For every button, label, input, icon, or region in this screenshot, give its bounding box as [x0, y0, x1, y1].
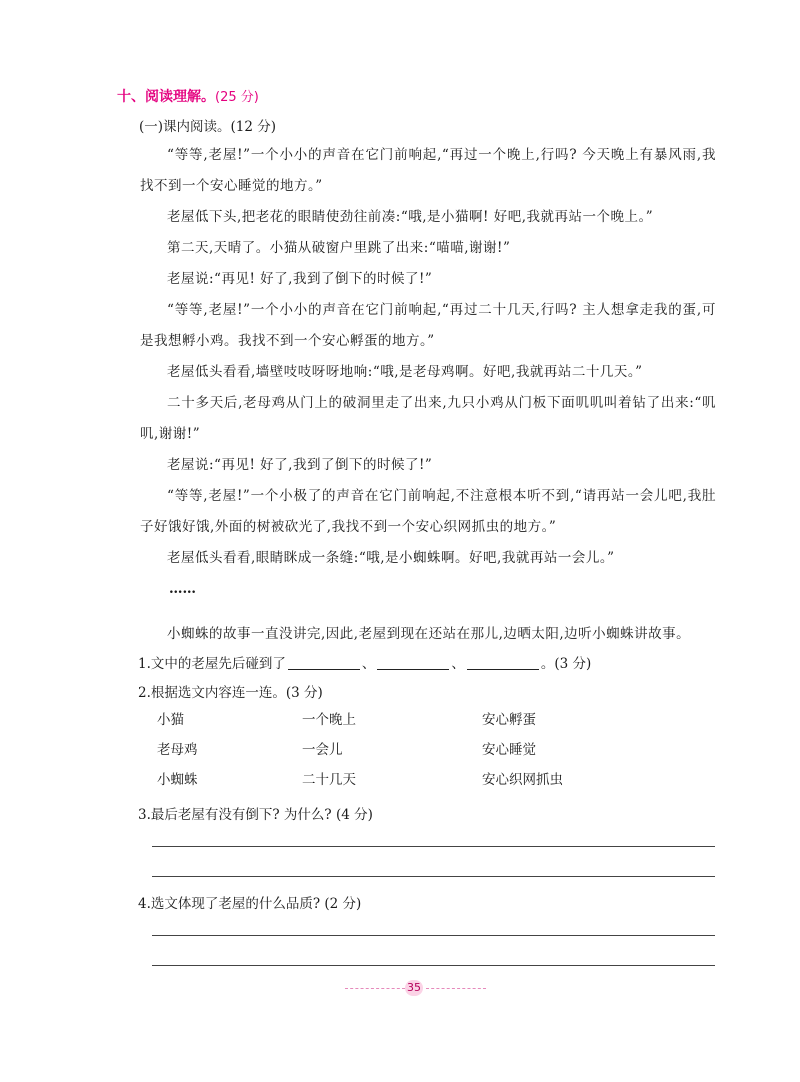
question-3: 3.最后老屋有没有倒下? 为什么? (4 分) — [138, 807, 373, 823]
passage-paragraph: “等等,老屋!”一个小极了的声音在它门前响起,不注意根本听不到,“请再站一会儿吧,我肚子好饿好饿,外面的树被砍光了,我找不到一个安心织网抓虫的地方。” — [140, 488, 716, 535]
match-purpose[interactable]: 安心孵蛋 — [482, 712, 536, 728]
answer-line-q3-2[interactable] — [152, 876, 715, 877]
passage-ellipsis: …… — [169, 581, 196, 597]
answer-line-q4-1[interactable] — [152, 935, 715, 936]
passage-paragraph: 老屋低下头,把老花的眼睛使劲往前凑:“哦,是小猫啊! 好吧,我就再站一个晚上。” — [167, 209, 654, 225]
page-number: 35 — [407, 981, 421, 994]
passage-ending: 小蜘蛛的故事一直没讲完,因此,老屋到现在还站在那儿,边晒太阳,边听小蜘蛛讲故事。 — [167, 626, 691, 642]
passage-paragraph: 老屋说:“再见! 好了,我到了倒下的时候了!” — [167, 271, 433, 287]
match-animal[interactable]: 老母鸡 — [157, 742, 198, 758]
section-title — [117, 86, 259, 106]
subsection-title: (一)课内阅读。(12 分) — [139, 119, 277, 135]
question-1-sep: 、 — [361, 656, 376, 672]
footer-divider-left — [345, 988, 405, 989]
passage-paragraph: 老屋低头看看,眼睛眯成一条缝:“哦,是小蜘蛛啊。好吧,我就再站一会儿。” — [167, 550, 615, 566]
section-title-text: 十、阅读理解。 — [117, 89, 215, 105]
match-purpose[interactable]: 安心睡觉 — [482, 742, 536, 758]
answer-blank-2[interactable] — [377, 655, 449, 670]
question-1-suffix: 。(3 分) — [540, 656, 592, 672]
passage-paragraph: “等等,老屋!”一个小小的声音在它门前响起,“再过二十几天,行吗? 主人想拿走我的蛋,可是我想孵小鸡。我找不到一个安心孵蛋的地方。” — [140, 302, 716, 349]
match-duration[interactable]: 一会儿 — [302, 742, 343, 758]
passage-paragraph: 老屋说:“再见! 好了,我到了倒下的时候了!” — [167, 457, 433, 473]
question-2: 2.根据选文内容连一连。(3 分) — [138, 685, 323, 701]
match-duration[interactable]: 一个晚上 — [302, 712, 356, 728]
passage-paragraph: 老屋低头看看,墙壁吱吱呀呀地响:“哦,是老母鸡啊。好吧,我就再站二十几天。” — [167, 364, 643, 380]
question-4: 4.选文体现了老屋的什么品质? (2 分) — [138, 896, 362, 912]
match-animal[interactable]: 小猫 — [157, 712, 184, 728]
passage-paragraph: 第二天,天晴了。小猫从破窗户里跳了出来:“喵喵,谢谢!” — [167, 240, 511, 256]
match-purpose[interactable]: 安心织网抓虫 — [482, 772, 563, 788]
question-1-sep: 、 — [451, 656, 465, 672]
section-score: (25 分) — [215, 90, 259, 105]
passage-paragraph: 二十多天后,老母鸡从门上的破洞里走了出来,九只小鸡从门板下面叽叽叫着钻了出来:“叽叽,谢谢!” — [140, 395, 716, 442]
question-1-prefix: 1.文中的老屋先后碰到了 — [138, 656, 286, 672]
reading-passage — [140, 140, 716, 650]
question-1 — [138, 652, 591, 672]
match-animal[interactable]: 小蜘蛛 — [157, 772, 198, 788]
passage-paragraph: “等等,老屋!”一个小小的声音在它门前响起,“再过一个晚上,行吗? 今天晚上有暴风雨,我找不到一个安心睡觉的地方。” — [140, 147, 716, 194]
answer-blank-3[interactable] — [467, 655, 539, 670]
footer-divider-right — [426, 988, 486, 989]
answer-line-q3-1[interactable] — [152, 846, 715, 847]
answer-blank-1[interactable] — [288, 655, 360, 670]
answer-line-q4-2[interactable] — [152, 965, 715, 966]
match-duration[interactable]: 二十几天 — [302, 772, 356, 788]
